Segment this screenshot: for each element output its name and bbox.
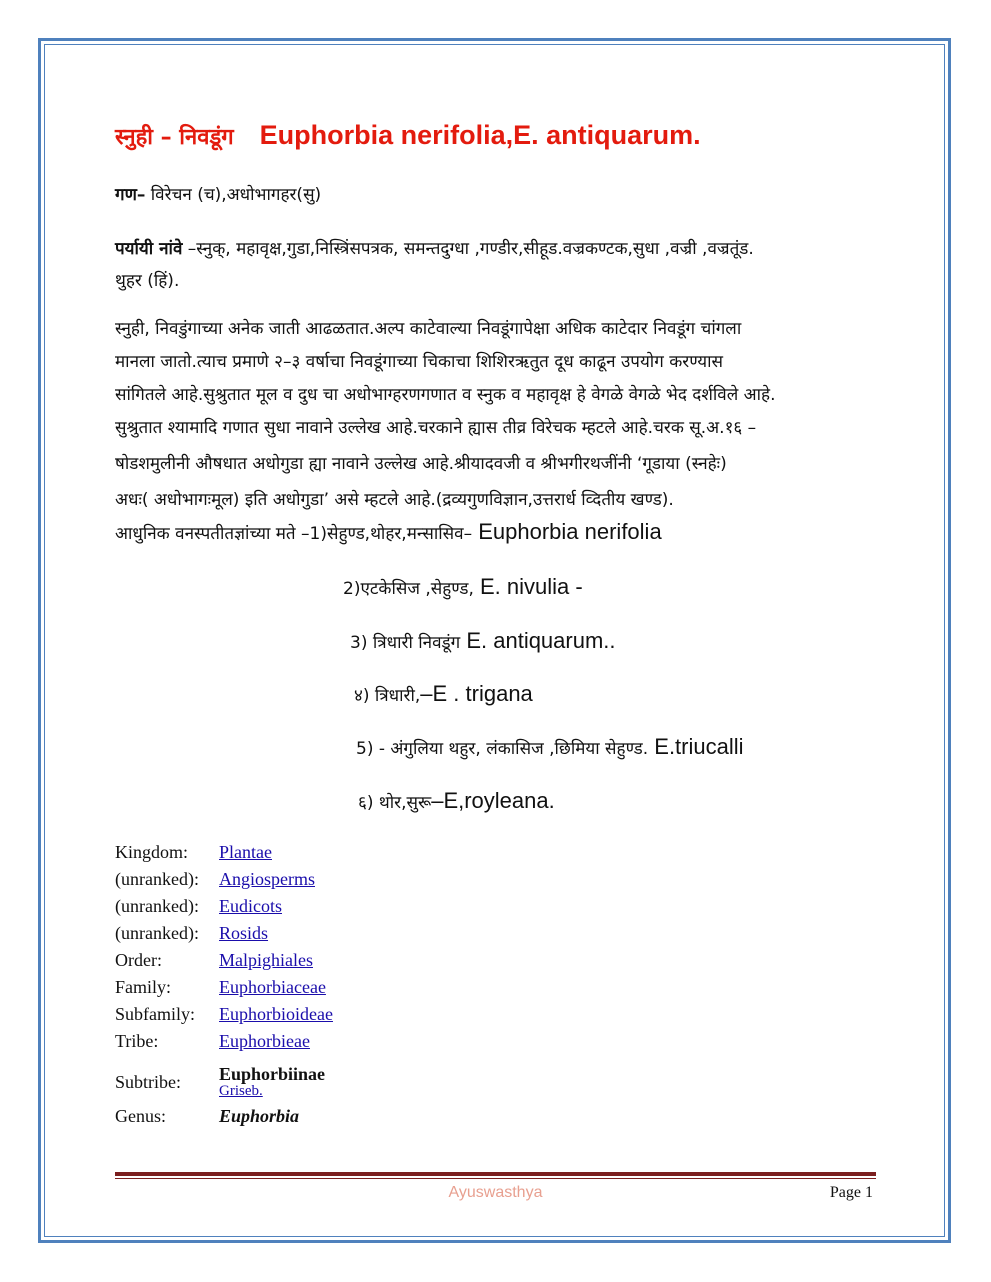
species-latin: –E,royleana. (431, 788, 555, 813)
taxonomy-row-unranked (115, 896, 333, 923)
link-griseb[interactable]: Griseb. (219, 1082, 263, 1099)
modern-intro-text: आधुनिक वनस्पतीतज्ञांच्या मते –1)सेहुण्ड,थोहर,मन्सासिव– (115, 524, 473, 544)
taxonomy-row-unranked (115, 869, 333, 896)
taxonomy-label: Tribe: (115, 1031, 159, 1051)
taxonomy-row-genus (115, 1106, 333, 1133)
species-latin: E. nivulia - (473, 574, 583, 599)
genus-name: Euphorbia (219, 1106, 300, 1126)
paragraph-line: अधः( अधोभागःमूल) इति अधोगुडा’ असे म्हटले आहे.(द्रव्यगुणविज्ञान,उत्तरार्ध व्दितीय खण्ड). (115, 490, 674, 510)
link-malpighiales[interactable]: Malpighiales (219, 950, 313, 970)
link-euphorbiaceae[interactable]: Euphorbiaceae (219, 977, 326, 997)
taxonomy-label: Order: (115, 950, 162, 970)
link-euphorbieae[interactable]: Euphorbieae (219, 1031, 310, 1051)
species-item (358, 788, 555, 814)
taxonomy-row-tribe (115, 1031, 333, 1058)
paragraph-line: स्नुही, निवडुंगाच्या अनेक जाती आढळतात.अल्प काटेवाल्या निवडूंगापेक्षा अधिक काटेदार निवडूंग चांगला (115, 319, 742, 339)
taxonomy-label: Subfamily: (115, 1004, 195, 1024)
taxonomy-table (115, 842, 333, 1133)
taxonomy-row-kingdom (115, 842, 333, 869)
modern-intro (115, 519, 662, 545)
species-item (354, 681, 533, 707)
paragraph-line: मानला जातो.त्याच प्रमाणे २–३ वर्षाचा निवडूंगाच्या चिकाचा शिशिरऋतुत दूध काढून उपयोग करण्यास (115, 352, 724, 372)
species-latin: –E . trigana (420, 681, 533, 706)
gana-label: गण– (115, 185, 146, 205)
taxonomy-row-subfamily (115, 1004, 333, 1031)
gana-line (115, 182, 321, 205)
footer-site-name: Ayuswasthya (448, 1184, 543, 1201)
synonyms-line-2: थुहर (हिं). (115, 271, 180, 291)
modern-intro-latin: Euphorbia nerifolia (472, 519, 662, 544)
species-latin: E.triucalli (648, 734, 744, 759)
link-angiosperms[interactable]: Angiosperms (219, 869, 315, 889)
subtribe-value (219, 1065, 325, 1100)
link-euphorbioideae[interactable]: Euphorbioideae (219, 1004, 333, 1024)
taxonomy-label: Family: (115, 977, 172, 997)
taxonomy-row-unranked (115, 923, 333, 950)
species-item (343, 574, 583, 600)
species-prefix: 5) - अंगुलिया थहुर, लंकासिज ,छिमिया सेहुण्ड. (356, 739, 649, 759)
paragraph-line: सांगितले आहे.सुश्रुतात मूल व दुध चा अधोभाग्हरणगणात व स्नुक व महावृक्ष हे वेगळे वेगळे भेद दर्शविले आहे. (115, 385, 776, 405)
paragraph-line: सुश्रुतात श्यामादि गणात सुधा नावाने उल्लेख आहे.चरकाने ह्यास तीव्र विरेचक म्हटले आहे.चरक सू.अ.१६ – (115, 418, 757, 438)
taxonomy-label: (unranked): (115, 923, 199, 943)
species-item (356, 734, 744, 760)
taxonomy-row-order (115, 950, 333, 977)
footer-divider (115, 1172, 876, 1176)
synonyms-label: पर्यायी नांवे (115, 239, 183, 259)
taxonomy-label: Subtribe: (115, 1071, 181, 1092)
paragraph-line: षोडशमुलीनी औषधात अधोगुडा ह्या नावाने उल्लेख आहे.श्रीयादवजी व श्रीभगीरथजींनी ‘गूडाया (स्नहेः) (115, 454, 727, 474)
subtribe-name: Euphorbiinae (219, 1063, 326, 1084)
synonyms-line-1 (115, 236, 754, 259)
taxonomy-label: Genus: (115, 1106, 166, 1126)
taxonomy-label: (unranked): (115, 869, 199, 889)
species-prefix: ६) थोर,सुरू (358, 793, 432, 813)
synonyms-text: –स्नुक्, महावृक्ष,गुडा,निस्त्रिंसपत्रक, समन्तदुग्धा ,गण्डीर,सीहूड.वज्रकण्टक,सुधा ,वज्री ,वज्रतूंड. (182, 239, 754, 259)
species-prefix: 2)एटकेसिज ,सेहुण्ड, (343, 579, 474, 599)
page-number: Page 1 (829, 1184, 873, 1201)
taxonomy-label: Kingdom: (115, 842, 189, 862)
species-latin: E. antiquarum.. (460, 628, 616, 653)
link-plantae[interactable]: Plantae (219, 842, 272, 862)
taxonomy-row-subtribe (115, 1058, 333, 1106)
title-marathi: स्नुही – निवडूंग (115, 125, 234, 150)
footer-divider-thin (115, 1178, 876, 1179)
title-latin: Euphorbia nerifolia,E. antiquarum. (259, 120, 701, 150)
species-item (350, 628, 616, 654)
taxonomy-label: (unranked): (115, 896, 199, 916)
taxonomy-row-family (115, 977, 333, 1004)
species-prefix: 3) त्रिधारी निवडूंग (350, 633, 461, 653)
gana-text: विरेचन (च),अधोभागहर(सु) (145, 185, 322, 205)
link-eudicots[interactable]: Eudicots (219, 896, 282, 916)
page-title (115, 120, 701, 151)
species-prefix: ४) त्रिधारी, (354, 686, 421, 706)
link-rosids[interactable]: Rosids (219, 923, 269, 943)
